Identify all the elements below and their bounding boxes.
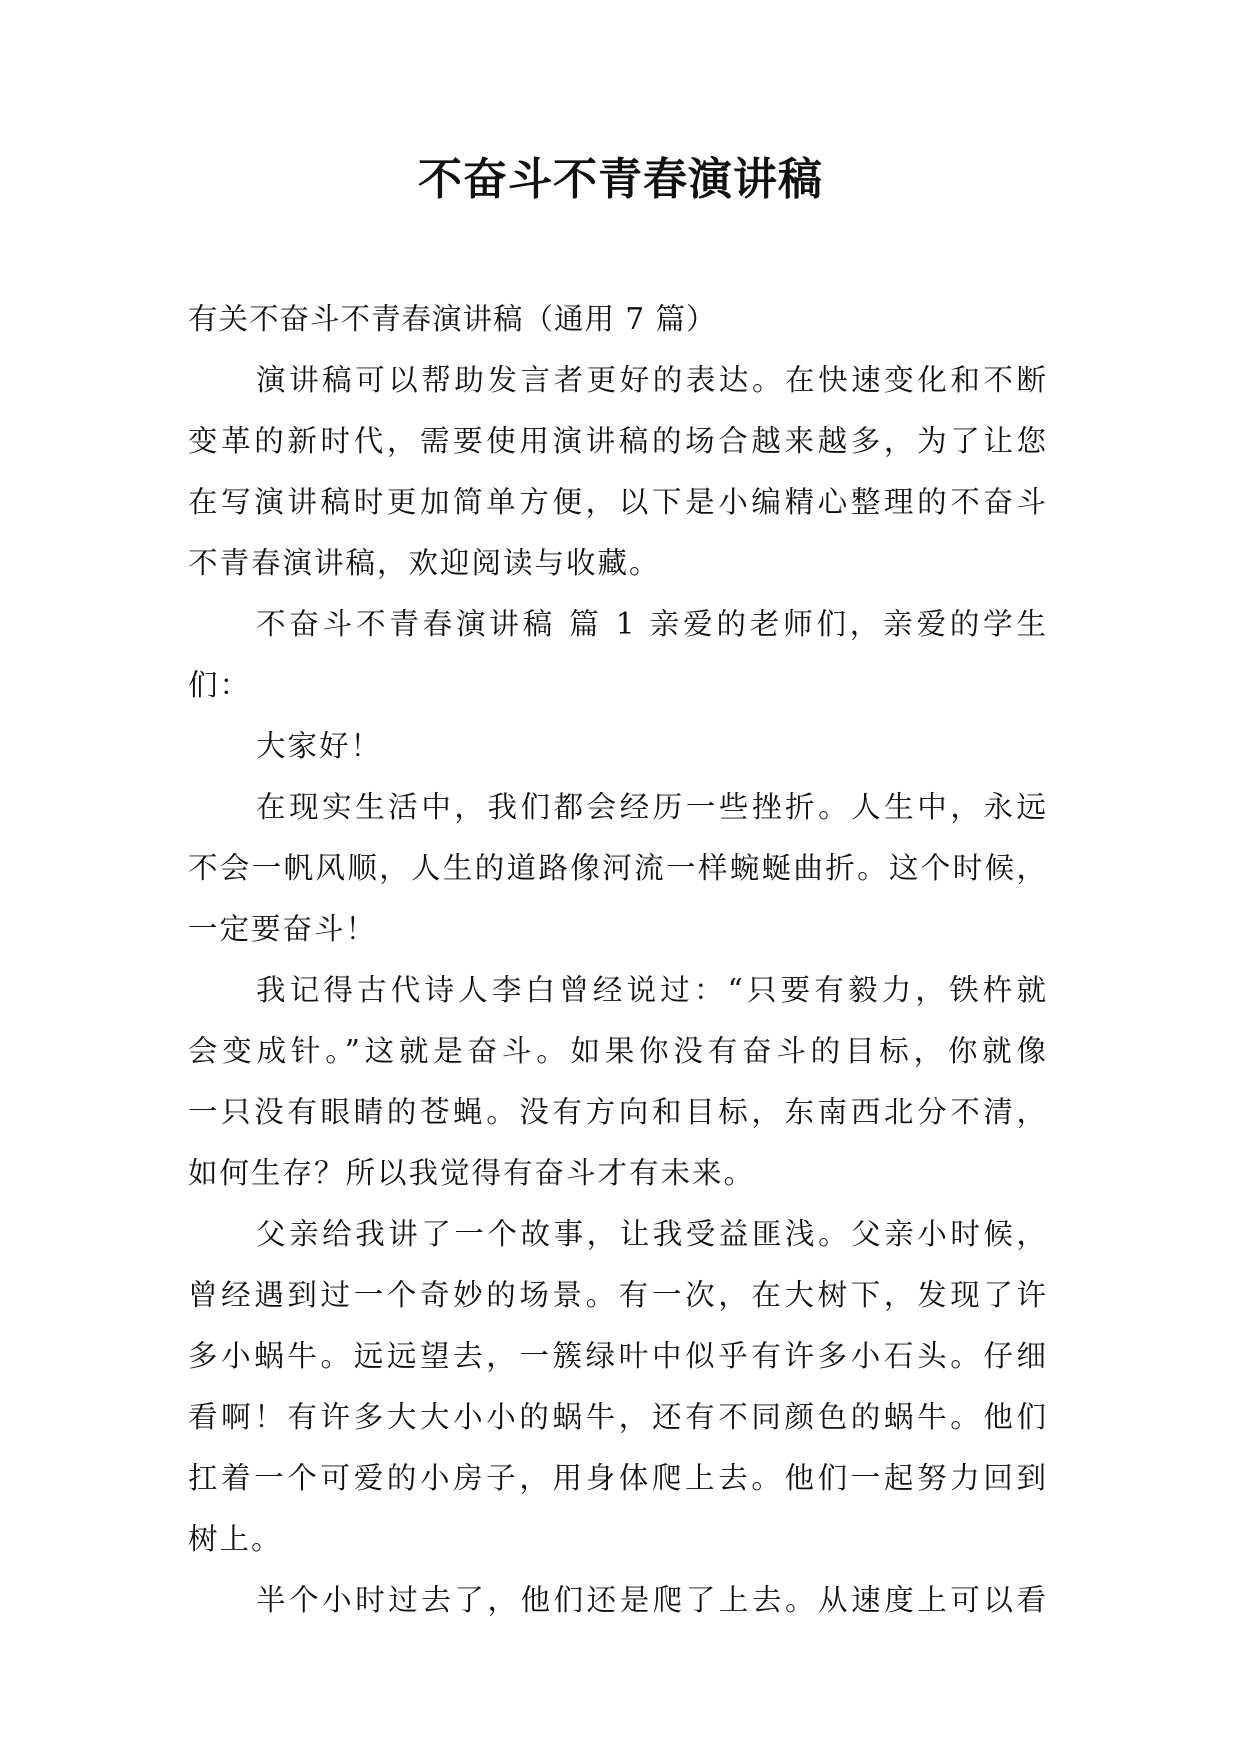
paragraph-line: 变革的新时代，需要使用演讲稿的场合越来越多，为了让您 [188, 424, 1048, 458]
paragraph-line: 一定要奋斗！ [188, 912, 378, 946]
paragraph-line: 多小蜗牛。远远望去，一簇绿叶中似乎有许多小石头。仔细 [188, 1339, 1048, 1373]
paragraph-line: 们： [188, 668, 252, 702]
paragraph-line: 不青春演讲稿，欢迎阅读与收藏。 [188, 546, 661, 580]
paragraph-line: 如何生存？所以我觉得有奋斗才有未来。 [188, 1156, 756, 1190]
paragraph-line: 不奋斗不青春演讲稿 篇 1 亲爱的老师们，亲爱的学生 [256, 607, 1048, 641]
paragraph-line: 曾经遇到过一个奇妙的场景。有一次，在大树下，发现了许 [188, 1278, 1048, 1312]
paragraph-line: 扛着一个可爱的小房子，用身体爬上去。他们一起努力回到 [188, 1461, 1048, 1495]
paragraph-line: 半个小时过去了，他们还是爬了上去。从速度上可以看 [256, 1583, 1048, 1617]
paragraph-line: 大家好！ [256, 729, 383, 763]
document-title: 不奋斗不青春演讲稿 [418, 154, 823, 205]
paragraph-line: 看啊！有许多大大小小的蜗牛，还有不同颜色的蜗牛。他们 [188, 1400, 1048, 1434]
intro-line: 有关不奋斗不青春演讲稿（通用 7 篇） [188, 302, 717, 336]
paragraph-line: 在写演讲稿时更加简单方便，以下是小编精心整理的不奋斗 [188, 485, 1048, 519]
paragraph-line: 树上。 [188, 1522, 283, 1556]
paragraph-line: 会变成针。”这就是奋斗。如果你没有奋斗的目标，你就像 [188, 1034, 1048, 1068]
paragraph-line: 不会一帆风顺，人生的道路像河流一样蜿蜒曲折。这个时候， [188, 851, 1048, 885]
paragraph-line: 在现实生活中，我们都会经历一些挫折。人生中，永远 [256, 790, 1048, 824]
paragraph-line: 父亲给我讲了一个故事，让我受益匪浅。父亲小时候， [256, 1217, 1048, 1251]
document-body [188, 289, 1048, 1631]
paragraph-line: 一只没有眼睛的苍蝇。没有方向和目标，东南西北分不清， [188, 1095, 1048, 1129]
paragraph-line: 我记得古代诗人李白曾经说过：“只要有毅力，铁杵就 [256, 973, 1048, 1007]
paragraph-line: 演讲稿可以帮助发言者更好的表达。在快速变化和不断 [256, 363, 1048, 397]
